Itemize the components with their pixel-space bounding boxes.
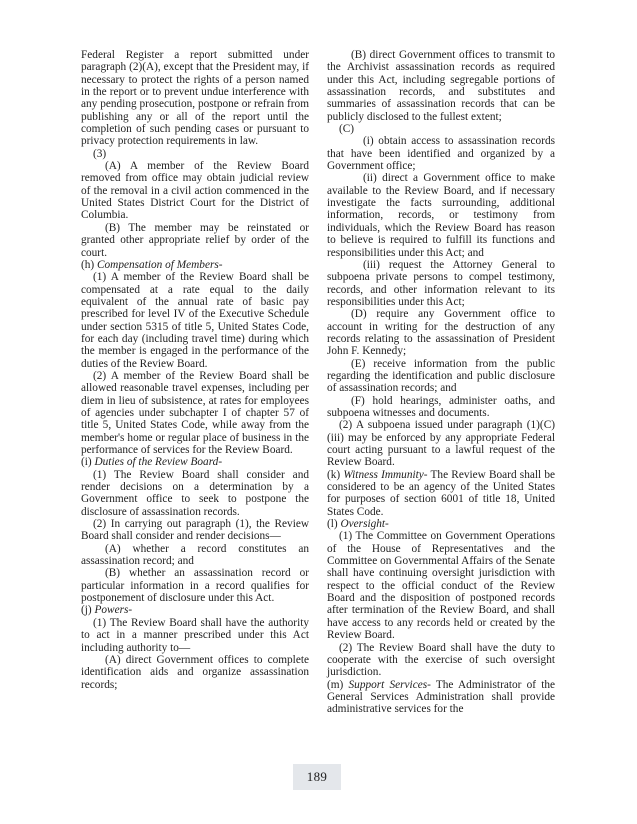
paragraph-text: (2) In carrying out paragraph (1), the Review Board shall consider and render decisions— <box>81 518 309 543</box>
paragraph <box>327 419 555 468</box>
left-column <box>81 49 309 691</box>
paragraph <box>327 259 555 308</box>
paragraph-text: (B) whether an assassination record or particular information in a record qualifies for postponement of disclosure under this Act. <box>81 567 309 605</box>
paragraph <box>327 642 555 679</box>
paragraph <box>81 518 309 543</box>
section-heading: Oversight- <box>340 518 389 531</box>
paragraph-text: (k) <box>327 468 344 481</box>
paragraph <box>81 654 309 691</box>
paragraph-text-continued: The Administrator of the General Services Administration shall provide administrative services for the <box>327 678 556 716</box>
section-heading: Compensation of Members- <box>97 258 223 271</box>
paragraph-text: (ii) direct a Government office to make available to the Review Board, and if necessary investigate the facts surrounding, additional information, records, or testimony from individuals, which the Review Board has reason to believe is required to fulfill its functions and responsibilities under this Act; and <box>327 172 555 259</box>
paragraph <box>327 395 555 420</box>
paragraph <box>81 148 309 160</box>
paragraph-text: (1) The Review Board shall have the authority to act in a manner prescribed under this Act including authority to— <box>81 616 309 654</box>
section-heading: Support Services- <box>348 678 431 691</box>
paragraph <box>327 49 555 123</box>
paragraph-text: (A) whether a record constitutes an assassination record; and <box>81 542 309 568</box>
paragraph-text: (A) direct Government offices to complete identification aids and organize assassination records; <box>81 653 309 691</box>
paragraph <box>81 456 309 468</box>
paragraph-text: (l) <box>327 518 341 531</box>
paragraph-text: (j) <box>81 604 95 617</box>
section-heading: Duties of the Review Board- <box>94 456 223 469</box>
section-heading: Powers- <box>94 604 133 617</box>
paragraph-text: (3) <box>93 147 107 160</box>
paragraph <box>327 679 555 716</box>
paragraph-text: (D) require any Government office to account in writing for the destruction of any records relating to the assassination of President John F. Kennedy; <box>327 308 555 358</box>
paragraph <box>327 308 555 357</box>
paragraph <box>327 358 555 395</box>
section-heading: Witness Immunity- <box>343 468 428 481</box>
paragraph <box>81 617 309 654</box>
paragraph-text: (F) hold hearings, administer oaths, and subpoena witnesses and documents. <box>327 394 555 419</box>
paragraph <box>81 567 309 604</box>
paragraph <box>81 271 309 370</box>
paragraph-text: (1) The Committee on Government Operations of the House of Representatives and the Committee on Governmental Affairs of the Senate shall have continuing oversight jurisdiction with respect to the official conduct of the Review Board and the disposition of postponed records after termination of the Review Board, and shall have access to any records held or created by the Review Board. <box>327 530 555 642</box>
paragraph <box>81 259 309 271</box>
paragraph <box>81 49 309 148</box>
paragraph <box>81 222 309 259</box>
paragraph-text-continued: The Review Board shall be considered to be an agency of the United States for purposes of section 6001 of title 18, United States Code. <box>327 468 555 518</box>
paragraph-text: (h) <box>81 258 97 271</box>
page-number: 189 <box>306 769 328 784</box>
right-column <box>327 49 555 716</box>
paragraph-text: (B) direct Government offices to transmit to the Archivist assassination records as required under this Act, including segregable portions of assassination records, and substitutes and summaries of assassination records that can be publicly disclosed to the fullest extent; <box>327 49 555 123</box>
paragraph <box>327 135 555 172</box>
paragraph-text: (i) obtain access to assassination records that have been identified and organized by a Government office; <box>327 135 555 173</box>
paragraph <box>81 160 309 222</box>
paragraph-text: (i) <box>81 456 95 469</box>
paragraph <box>81 469 309 518</box>
paragraph <box>327 530 555 641</box>
paragraph-text: (A) A member of the Review Board removed from office may obtain judicial review of the removal in a civil action commenced in the United States District Court for the District of Columbia. <box>81 160 309 222</box>
paragraph-text: (C) <box>339 123 355 136</box>
paragraph-text: (m) <box>327 678 349 691</box>
page-number-box <box>293 764 341 790</box>
paragraph <box>327 518 555 530</box>
paragraph <box>81 370 309 456</box>
paragraph-text: (iii) request the Attorney General to subpoena private persons to compel testimony, records, and other information relevant to its responsibilities under this Act; <box>327 258 555 308</box>
paragraph <box>327 172 555 258</box>
paragraph-text: (B) The member may be reinstated or granted other appropriate relief by order of the court. <box>81 221 309 259</box>
paragraph-text: (1) A member of the Review Board shall be compensated at a rate equal to the daily equivalent of the annual rate of basic pay prescribed for level IV of the Executive Schedule under section 5315 of title 5, United States Code, for each day (including travel time) during which the member is engaged in the performance of the duties of the Review Board. <box>81 271 309 370</box>
paragraph <box>81 604 309 616</box>
paragraph-text: (E) receive information from the public regarding the identification and public disclosure of assassination records; and <box>327 357 555 395</box>
paragraph-text: (2) A member of the Review Board shall be allowed reasonable travel expenses, including per diem in lieu of subsistence, at rates for employees of agencies under subchapter I of chapter 57 of title 5, United States Code, while away from the member's home or regular place of business in the performance of services for the Review Board. <box>81 369 309 456</box>
paragraph-text: Federal Register a report submitted under paragraph (2)(A), except that the President may, if necessary to protect the rights of a person named in the report or to prevent undue interference with any pending prosecution, postpone or refrain from publishing any or all of the report until the completion of such pending cases or pursuant to privacy protection requirements in law. <box>81 49 309 148</box>
paragraph <box>327 469 555 518</box>
paragraph-text: (2) The Review Board shall have the duty to cooperate with the exercise of such oversight jurisdiction. <box>327 641 555 679</box>
paragraph <box>327 123 555 135</box>
paragraph-text: (2) A subpoena issued under paragraph (1)(C)(iii) may be enforced by any appropriate Federal court acting pursuant to a lawful request of the Review Board. <box>327 419 555 469</box>
paragraph-text: (1) The Review Board shall consider and render decisions on a determination by a Government office to seek to postpone the disclosure of assassination records. <box>81 468 309 518</box>
paragraph <box>81 543 309 568</box>
